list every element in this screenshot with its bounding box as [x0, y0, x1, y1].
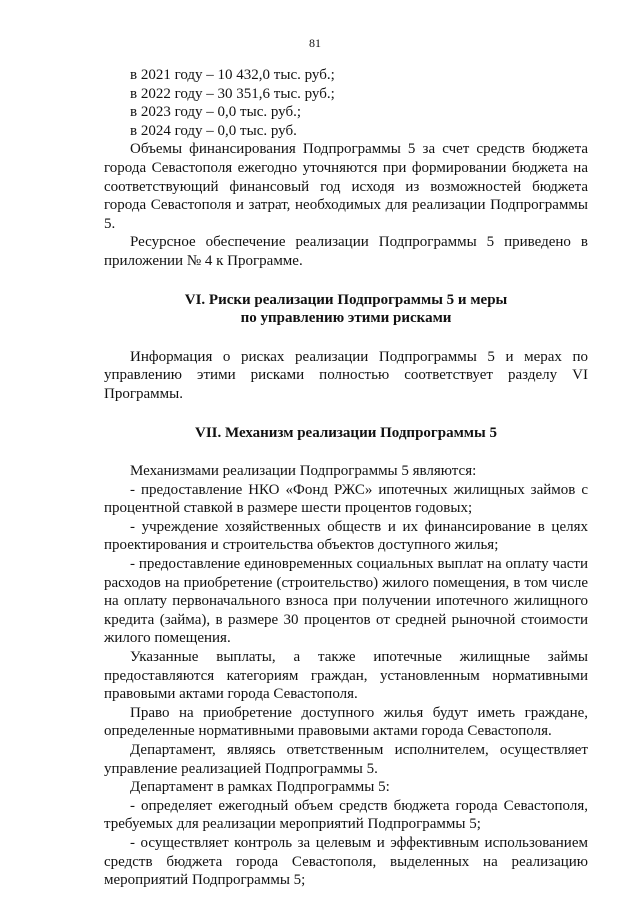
section6-heading-line2: по управлению этими рисками	[240, 310, 452, 327]
section6-heading-line1: VI. Риски реализации Подпрограммы 5 и меры	[184, 291, 508, 308]
funding-year-line: в 2021 году – 10 432,0 тыс. руб.;	[130, 67, 335, 83]
paragraph-resource-support: Ресурсное обеспечение реализации Подпрограммы 5 приведено в приложении № 4 к Программе.	[104, 234, 588, 269]
section6-heading	[104, 291, 588, 328]
section7-heading: VII. Механизм реализации Подпрограммы 5	[195, 424, 497, 441]
funding-year-line: в 2024 году – 0,0 тыс. руб.	[130, 122, 297, 139]
paragraph-housing-right: Право на приобретение доступного жилья будут иметь граждане, определенные нормативными правовыми актами города Севастополя.	[104, 704, 588, 740]
mechanism-item: - предоставление НКО «Фонд РЖС» ипотечных жилищных займов с процентной ставкой в размере шести процентов годовых;	[104, 481, 588, 517]
funding-year-line: в 2022 году – 30 351,6 тыс. руб.;	[130, 85, 335, 102]
paragraph-department-role: Департамент, являясь ответственным исполнителем, осуществляет управление реализацией Подпрограммы 5.	[104, 742, 588, 777]
paragraph-funding-clarification: Объемы финансирования Подпрограммы 5 за счет средств бюджета города Севастополя ежегодно уточняются при формировании бюджета на соответствующий финансовый год исходя из возможностей бюджета города Севастополя и затрат, необходимых для реализации Подпрограммы 5.	[104, 141, 588, 232]
mechanism-item: - предоставление единовременных социальных выплат на оплату части расходов на приобретение (строительство) жилого помещения, в том числе на оплату первоначального взноса при получении ипотечного жилищного кредита (займа), в размере 30 процентов от средней рыночной стоимости жилого помещения.	[104, 556, 588, 647]
page-number: 81	[309, 36, 321, 50]
department-duty-item: - определяет ежегодный объем средств бюджета города Севастополя, требуемых для реализации мероприятий Подпрограммы 5;	[104, 797, 588, 833]
section7-intro: Механизмами реализации Подпрограммы 5 являются:	[130, 463, 477, 480]
department-duties-intro: Департамент в рамках Подпрограммы 5:	[130, 779, 390, 796]
section6-text: Информация о рисках реализации Подпрограммы 5 и мерах по управлению этими рисками полностью соответствует разделу VI Программы.	[104, 348, 588, 402]
mechanism-item: - учреждение хозяйственных обществ и их финансирование в целях проектирования и строительства объектов доступного жилья;	[104, 518, 588, 554]
paragraph-payments: Указанные выплаты, а также ипотечные жилищные займы предоставляются категориям граждан, установленным нормативными правовыми актами города Севастополя.	[104, 649, 588, 703]
page-content	[104, 66, 588, 890]
department-duty-item: - осуществляет контроль за целевым и эффективным использованием средств бюджета города Севастополя, выделенных на реализацию мероприятий Подпрограммы 5;	[104, 834, 588, 889]
funding-year-line: в 2023 году – 0,0 тыс. руб.;	[130, 104, 302, 121]
